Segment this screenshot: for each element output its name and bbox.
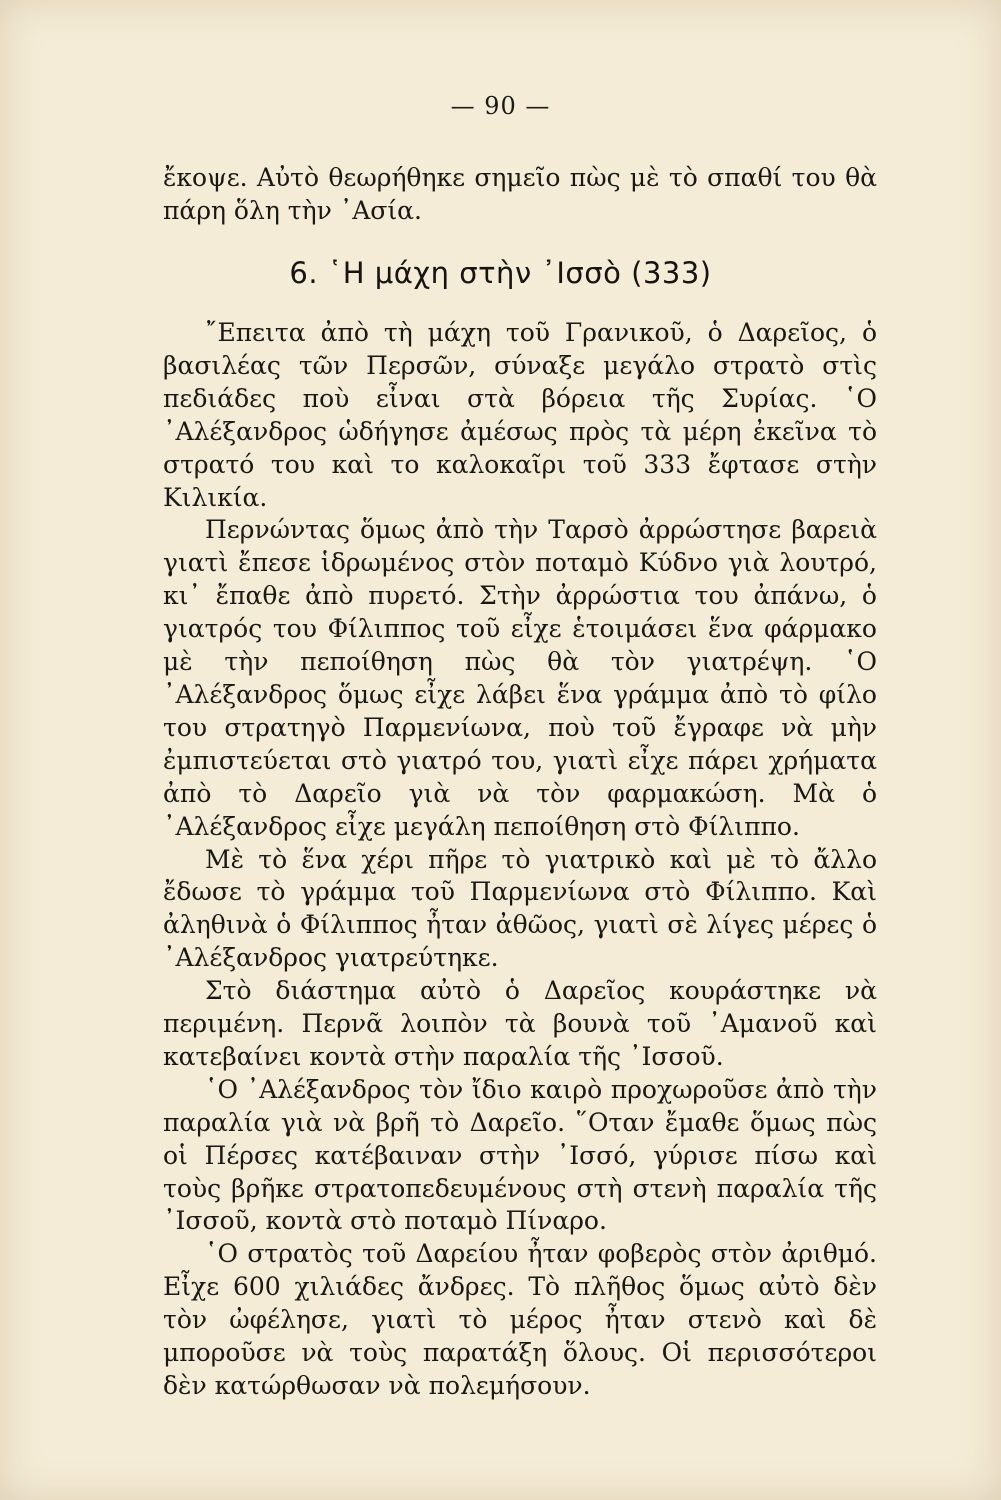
section-heading: 6. ῾Η μάχη στὴν ᾿Ισσὸ (333): [289, 256, 712, 290]
paragraph-4: Στὸ διάστημα αὐτὸ ὁ Δαρεῖος κουράστηκε νὰ περιμένη. Περνᾶ λοιπὸν τὰ βουνὰ τοῦ ᾿Αμανοῦ καὶ κατεβαίνει κοντὰ στὴν παραλία τῆς ᾿Ισσοῦ.: [163, 976, 877, 1071]
paragraph-6: ῾Ο στρατὸς τοῦ Δαρείου ἦταν φοβερὸς στὸν ἀριθμό. Εἶχε 600 χιλιάδες ἄνδρες. Τὸ πλῆθος ὅμως αὐτὸ δὲν τὸν ὠφέλησε, γιατὶ τὸ μέρος ἦταν στενὸ καὶ δὲ μποροῦσε νὰ τοὺς παρατάξη ὅλους. Οἱ περισσότεροι δὲν κατώρθωσαν νὰ πολεμήσουν.: [163, 1239, 877, 1400]
intro-paragraph-container: [163, 162, 877, 228]
paragraph-5: ῾Ο ᾿Αλέξανδρος τὸν ἴδιο καιρὸ προχωροῦσε ἀπὸ τὴν παραλία γιὰ νὰ βρῆ τὸ Δαρεῖο. ῞Οταν ἔμαθε ὅμως πὼς οἱ Πέρσες κατέβαιναν στὴν ᾿Ισσό, γύρισε πίσω καὶ τοὺς βρῆκε στρατοπεδευμένους στὴ στενὴ παραλία τῆς ᾿Ισσοῦ, κοντὰ στὸ ποταμὸ Πίναρο.: [163, 1074, 877, 1236]
intro-paragraph: ἔκοψε. Αὐτὸ θεωρήθηκε σημεῖο πὼς μὲ τὸ σπαθί του θὰ πάρη ὅλη τὴν ᾿Ασία.: [163, 163, 877, 225]
paragraph-3: Μὲ τὸ ἕνα χέρι πῆρε τὸ γιατρικὸ καὶ μὲ τὸ ἄλλο ἔδωσε τὸ γράμμα τοῦ Παρμενίωνα στὸ Φίλιππο. Καὶ ἀληθινὰ ὁ Φίλιππος ἦταν ἀθῶος, γιατὶ σὲ λίγες μέρες ὁ ᾿Αλέξανδρος γιατρεύτηκε.: [163, 844, 877, 973]
paragraph-2: Περνώντας ὅμως ἀπὸ τὴν Ταρσὸ ἀρρώστησε βαρειὰ γιατὶ ἔπεσε ἱδρωμένος στὸν ποταμὸ Κύδνο γιὰ λουτρό, κι᾿ ἔπαθε ἀπὸ πυρετό. Στὴν ἀρρώστια του ἀπάνω, ὁ γιατρός του Φίλιππος τοῦ εἶχε ἑτοιμάσει ἕνα φάρμακο μὲ τὴν πεποίθηση πὼς θὰ τὸν γιατρέψη. ῾Ο ᾿Αλέξανδρος ὅμως εἶχε λάβει ἕνα γράμμα ἀπὸ τὸ φίλο του στρατηγὸ Παρμενίωνα, ποὺ τοῦ ἔγραφε νὰ μὴν ἐμπιστεύεται στὸ γιατρό του, γιατὶ εἶχε πάρει χρήματα ἀπὸ τὸ Δαρεῖο γιὰ νὰ τὸν φαρμακώση. Μὰ ὁ ᾿Αλέξανδρος εἶχε μεγάλη πεποίθηση στὸ Φίλιππο.: [163, 515, 877, 841]
paragraph-1: ῎Επειτα ἀπὸ τὴ μάχη τοῦ Γρανικοῦ, ὁ Δαρεῖος, ὁ βασιλέας τῶν Περσῶν, σύναξε μεγάλο στρατὸ στὶς πεδιάδες ποὺ εἶναι στὰ βόρεια τῆς Συρίας. ῾Ο ᾿Αλέξανδρος ὡδήγησε ἀμέσως πρὸς τὰ μέρη ἐκεῖνα τὸ στρατό του καὶ το καλοκαῖρι τοῦ 333 ἔφτασε στὴν Κιλικία.: [163, 318, 877, 512]
body-text: [163, 317, 877, 1403]
page-number: — 90 —: [450, 92, 551, 120]
